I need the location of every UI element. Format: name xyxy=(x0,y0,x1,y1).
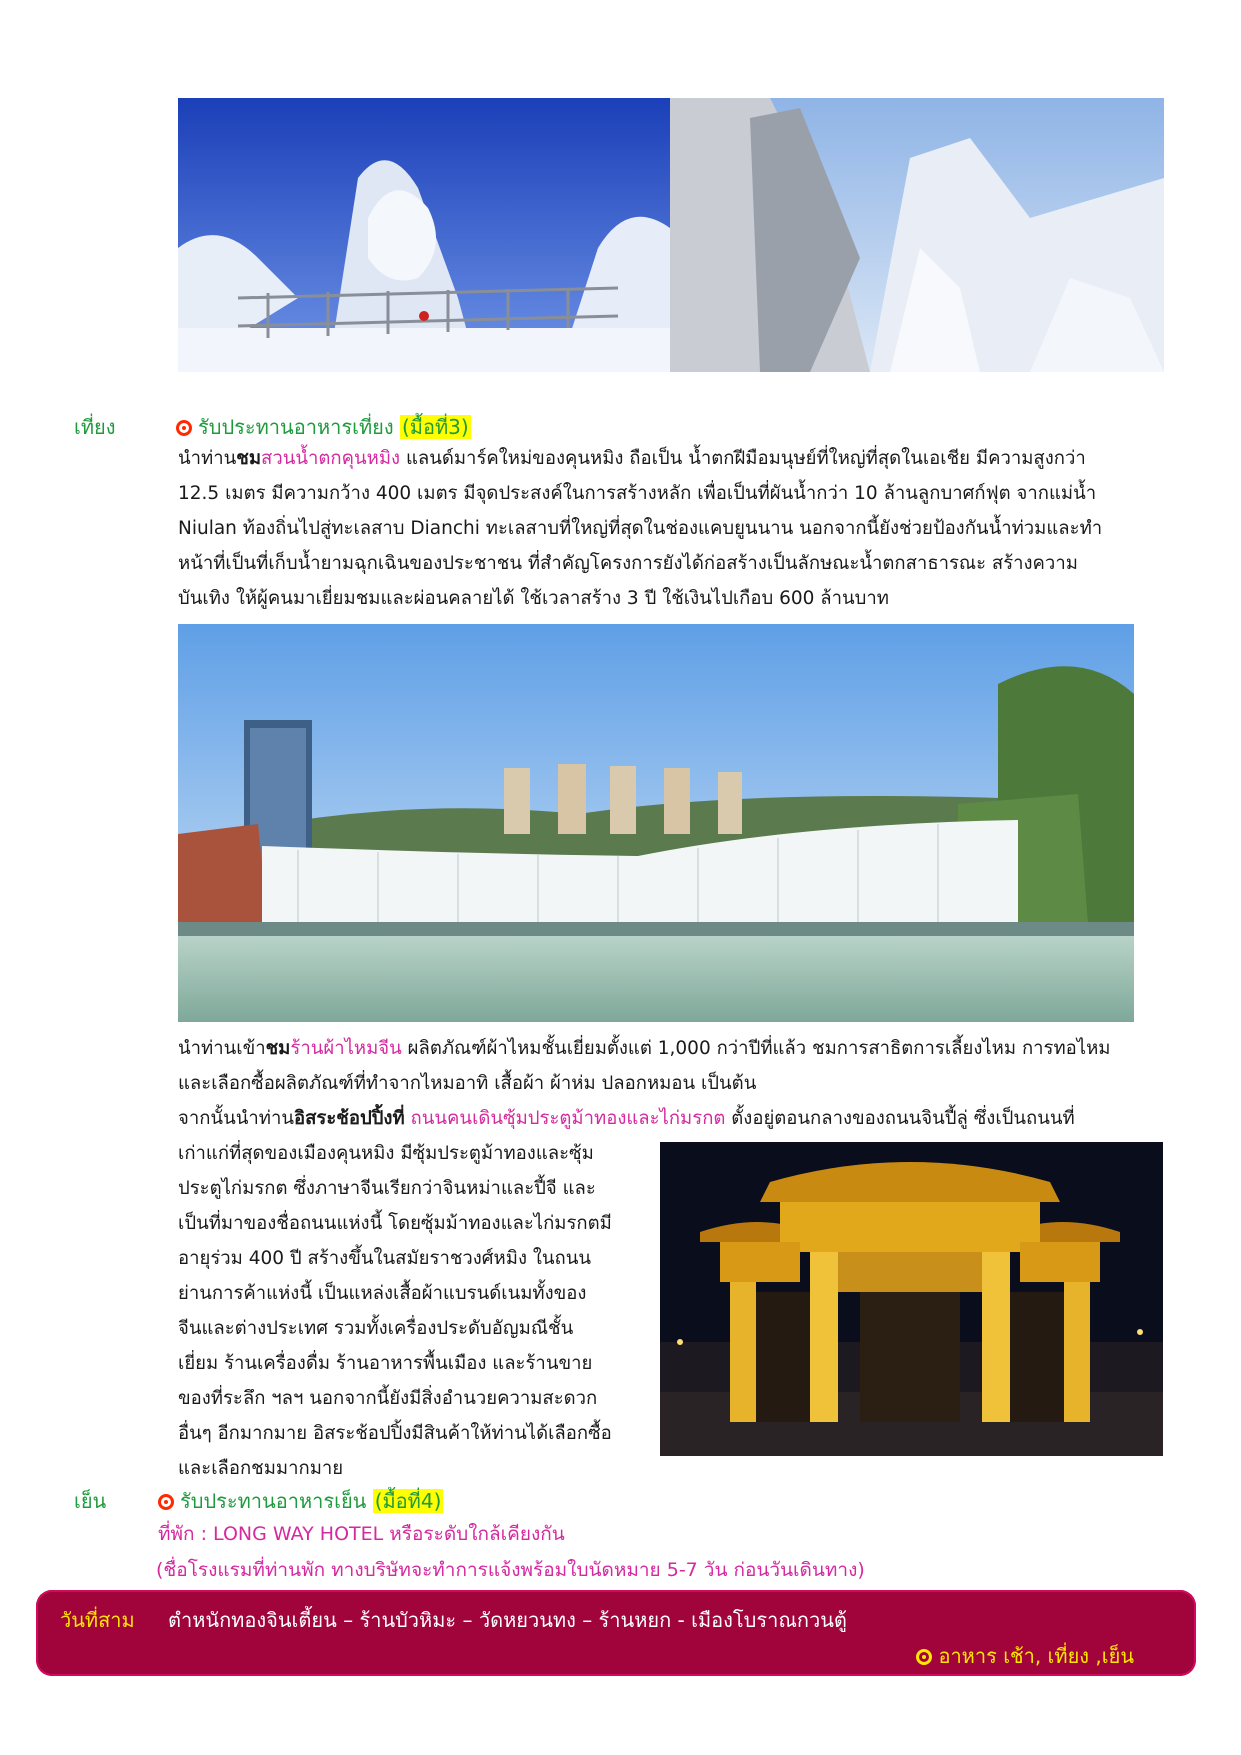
dish-icon xyxy=(916,1649,932,1665)
lunch-meal-number: (มื้อที่3) xyxy=(401,415,469,439)
waterfall-line-1: นำท่านชมสวนน้ำตกคุนหมิง แลนด์มาร์คใหม่ของคุนหมิง ถือเป็น น้ำตกฝีมือมนุษย์ที่ใหญ่ที่สุดในเอเชีย มีความสูงกว่า xyxy=(178,448,1086,469)
day3-meals-text: อาหาร เช้า, เที่ยง ,เย็น xyxy=(938,1644,1134,1668)
shopping-body-line: ประตูไก่มรกต ซึ่งภาษาจีนเรียกว่าจินหม่าและปี้จี และ xyxy=(178,1178,596,1199)
lunch-time-label: เที่ยง xyxy=(74,415,116,439)
walking-street-name: ถนนคนเดินซุ้มประตูม้าทองและไก่มรกต xyxy=(404,1108,726,1129)
silk-paragraph xyxy=(178,1031,1178,1101)
shopping-paragraph-body xyxy=(178,1136,648,1486)
waterfall-photo xyxy=(178,624,1134,1022)
waterfall-line-5: บันเทิง ให้ผู้คนมาเยี่ยมชมและผ่อนคลายได้ ใช้เวลาสร้าง 3 ปี ใช้เงินไปเกือบ 600 ล้านบาท xyxy=(178,588,889,609)
dinner-meal-number: (มื้อที่4) xyxy=(374,1489,442,1513)
day3-banner xyxy=(36,1590,1196,1676)
shopping-body-line: จีนและต่างประเทศ รวมทั้งเครื่องประดับอัญมณีชั้น xyxy=(178,1318,574,1339)
snowy-mountain-photo xyxy=(670,98,1164,372)
shopping-body-line: เก่าแก่ที่สุดของเมืองคุนหมิง มีซุ้มประตูม้าทองและซุ้ม xyxy=(178,1143,594,1164)
day3-route: ตำหนักทองจินเตี้ยน – ร้านบัวหิมะ – วัดหยวนทง – ร้านหยก - เมืองโบราณกวนตู้ xyxy=(168,1608,847,1632)
shopping-body-line: และเลือกชมมากมาย xyxy=(178,1458,344,1479)
shopping-body-line: ของที่ระลึก ฯลฯ นอกจากนี้ยังมีสิ่งอำนวยความสะดวก xyxy=(178,1388,598,1409)
shopping-body-line: อายุร่วม 400 ปี สร้างขึ้นในสมัยราชวงศ์หมิง ในถนน xyxy=(178,1248,592,1269)
dinner-time-label: เย็น xyxy=(74,1489,107,1513)
silk-shop-name: ร้านผ้าไหมจีน xyxy=(290,1038,402,1059)
dinner-meal-text: รับประทานอาหารเย็น xyxy=(180,1489,367,1513)
silk-line-2: และเลือกซื้อผลิตภัณฑ์ที่ทำจากไหมอาทิ เสื้อผ้า ผ้าห่ม ปลอกหมอน เป็นต้น xyxy=(178,1073,757,1094)
waterfall-line-2: 12.5 เมตร มีความกว้าง 400 เมตร มีจุดประสงค์ในการสร้างหลัก เพื่อเป็นที่ผันน้ำกว่า 10 ล้านลูกบาศก์ฟุต จากแม่น้ำ xyxy=(178,483,1097,504)
day3-meals xyxy=(916,1640,1134,1672)
lunch-meal-line xyxy=(176,412,471,442)
waterfall-park-name: สวนน้ำตกคุนหมิง xyxy=(261,448,401,469)
silk-line-1: นำท่านเข้าชมร้านผ้าไหมจีน ผลิตภัณฑ์ผ้าไหมชั้นเยี่ยมตั้งแต่ 1,000 กว่าปีที่แล้ว ชมการสาธิตการเลี้ยงไหม การทอไหม xyxy=(178,1038,1111,1059)
snowy-boardwalk-photo xyxy=(178,98,670,372)
golden-horse-gate-photo xyxy=(660,1142,1163,1456)
shopping-body-line: อื่นๆ อีกมากมาย อิสระช้อปปิ้งมีสินค้าให้ท่านได้เลือกซื้อ xyxy=(178,1423,612,1444)
lunch-meal-text: รับประทานอาหารเที่ยง xyxy=(198,415,394,439)
shopping-line-1: จากนั้นนำท่านอิสระช้อปปิ้งที่ ถนนคนเดินซุ้มประตูม้าทองและไก่มรกต ตั้งอยู่ตอนกลางของถนนจินปี้ลู่ ซึ่งเป็นถนนที่ xyxy=(178,1108,1075,1129)
hotel-note: (ชื่อโรงแรมที่ท่านพัก ทางบริษัทจะทำการแจ้งพร้อมใบนัดหมาย 5-7 วัน ก่อนวันเดินทาง) xyxy=(156,1559,865,1581)
shopping-body-line: ย่านการค้าแห่งนี้ เป็นแหล่งเสื้อผ้าแบรนด์เนมทั้งของ xyxy=(178,1283,587,1304)
hotel-line: ที่พัก : LONG WAY HOTEL หรือระดับใกล้เคียงกัน xyxy=(158,1523,565,1545)
day3-label: วันที่สาม xyxy=(60,1608,135,1632)
shopping-body-line: เป็นที่มาของชื่อถนนแห่งนี้ โดยซุ้มม้าทองและไก่มรกตมี xyxy=(178,1213,612,1234)
waterfall-line-3: Niulan ท้องถิ่นไปสู่ทะเลสาบ Dianchi ทะเลสาบที่ใหญ่ที่สุดในช่องแคบยูนนาน นอกจากนี้ยังช่วยป้องกันน้ำท่วมและทำ xyxy=(178,518,1103,539)
dish-icon xyxy=(158,1494,174,1510)
dinner-meal-line xyxy=(158,1486,443,1516)
shopping-body-line: เยี่ยม ร้านเครื่องดื่ม ร้านอาหารพื้นเมือง และร้านขาย xyxy=(178,1353,593,1374)
dish-icon xyxy=(176,420,192,436)
waterfall-line-4: หน้าที่เป็นที่เก็บน้ำยามฉุกเฉินของประชาชน ที่สำคัญโครงการยังได้ก่อสร้างเป็นลักษณะน้ำตกสาธารณะ สร้างความ xyxy=(178,553,1078,574)
waterfall-paragraph xyxy=(178,441,1178,616)
